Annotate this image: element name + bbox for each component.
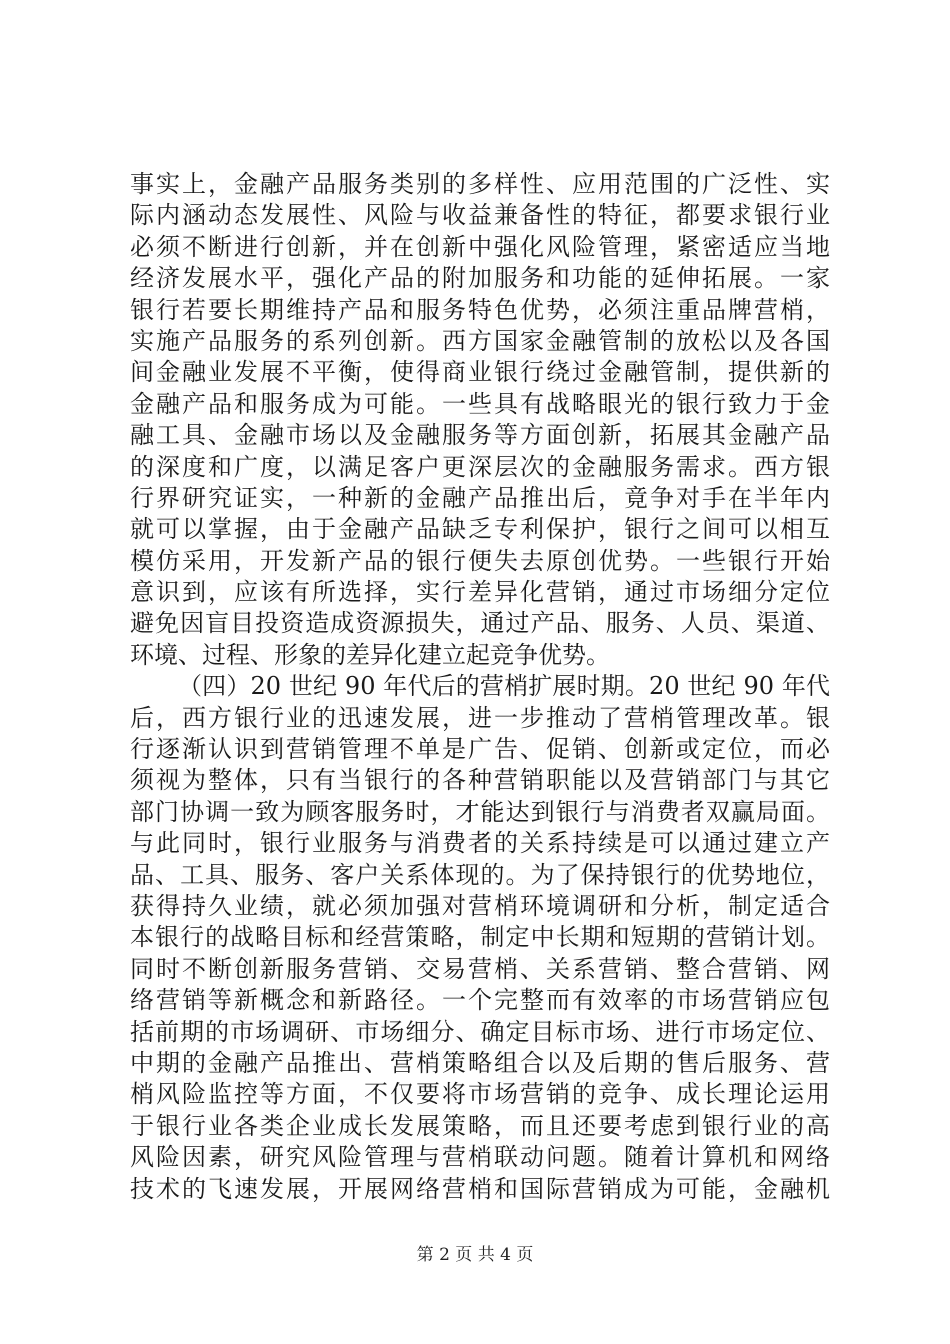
text-line: 同时不断创新服务营销、交易营梢、关系营销、整合营销、网	[130, 954, 830, 983]
text-line: 避免因盲目投资造成资源损失，通过产品、服务、人员、渠道、	[130, 609, 830, 638]
text-line: 本银行的战略目标和经营策略，制定中长期和短期的营销计划。	[130, 923, 830, 952]
text-line: 经济发展水平，强化产品的附加服务和功能的延伸拓展。一家	[130, 264, 830, 293]
text-line: 融工具、金融市场以及金融服务等方面创新，拓展其金融产品	[130, 421, 830, 450]
text-line: 与此同时，银行业服务与消费者的关系持续是可以通过建立产	[130, 829, 830, 858]
text-line: 络营销等新概念和新路径。一个完整而有效率的市场营销应包	[130, 986, 830, 1015]
text-line: （四）20 世纪 90 年代后的营梢扩展时期。20 世纪 90 年代	[178, 672, 830, 701]
text-line: 获得持久业绩，就必须加强对营梢环境调研和分析，制定适合	[130, 891, 830, 920]
text-line: 意识到，应该有所选择，实行差异化营销，通过市场细分定位	[130, 578, 830, 607]
text-line: 环境、过程、形象的差异化建立起竞争优势。	[130, 640, 610, 669]
text-line: 事实上，金融产品服务类别的多样性、应用范围的广泛性、实	[130, 170, 830, 198]
page-number-footer: 第 2 页 共 4 页	[416, 1245, 534, 1265]
text-line: 模仿采用，开发新产品的银行便失去原创优势。一些银行开始	[130, 546, 830, 575]
text-line: 实施产品服务的系列创新。西方国家金融管制的放松以及各国	[130, 326, 830, 355]
text-line: 梢风险监控等方面，不仅要将市场营销的竞争、成长理论运用	[130, 1080, 830, 1109]
text-line: 行界研究证实，一种新的金融产品推出后，竟争对手在半年内	[130, 483, 830, 512]
text-line: 行逐渐认识到营销管理不单是广告、促销、创新或定位，而必	[130, 735, 830, 764]
text-line: 须视为整体，只有当银行的各种营销职能以及营销部门与其它	[130, 766, 830, 795]
text-line: 品、工具、服务、客户关系体现的。为了保持银行的优势地位，	[130, 860, 830, 889]
text-line: 技术的飞速发展，开展网络营梢和国际营销成为可能，金融机	[130, 1174, 830, 1203]
text-line: 部门协调一致为顾客服务时，才能达到银行与消费者双赢局面。	[130, 797, 830, 826]
text-line: 风险因素，研究风险管理与营梢联动问题。随着计算机和网络	[130, 1143, 830, 1172]
text-line: 际内涵动态发展性、风险与收益兼备性的特征，都要求银行业	[130, 201, 830, 230]
text-line: 后，西方银行业的迅速发展，进一步推动了营梢管理改革。银	[130, 703, 830, 732]
document-body	[130, 169, 830, 1205]
text-line: 金融产品和服务成为可能。一些具有战略眼光的银行致力于金	[130, 389, 830, 418]
text-line: 中期的金融产品推出、营梢策略组合以及后期的售后服务、营	[130, 1048, 830, 1077]
text-line: 的深度和广度，以满足客户更深层次的金融服务需求。西方银	[130, 452, 830, 481]
text-line: 银行若要长期维持产品和服务特色优势，必须注重品牌营梢，	[130, 295, 830, 324]
text-line: 于银行业各类企业成长发展策略，而且还要考虑到银行业的高	[130, 1111, 830, 1140]
text-line: 必须不断进行创新，并在创新中强化风险管理，紧密适应当地	[130, 232, 830, 261]
text-line: 间金融业发展不平衡，使得商业银行绕过金融管制，提供新的	[130, 358, 830, 387]
text-line: 括前期的市场调研、市场细分、确定目标市场、进行市场定位、	[130, 1017, 830, 1046]
text-line: 就可以掌握，由于金融产品缺乏专利保护，银行之间可以相互	[130, 515, 830, 544]
